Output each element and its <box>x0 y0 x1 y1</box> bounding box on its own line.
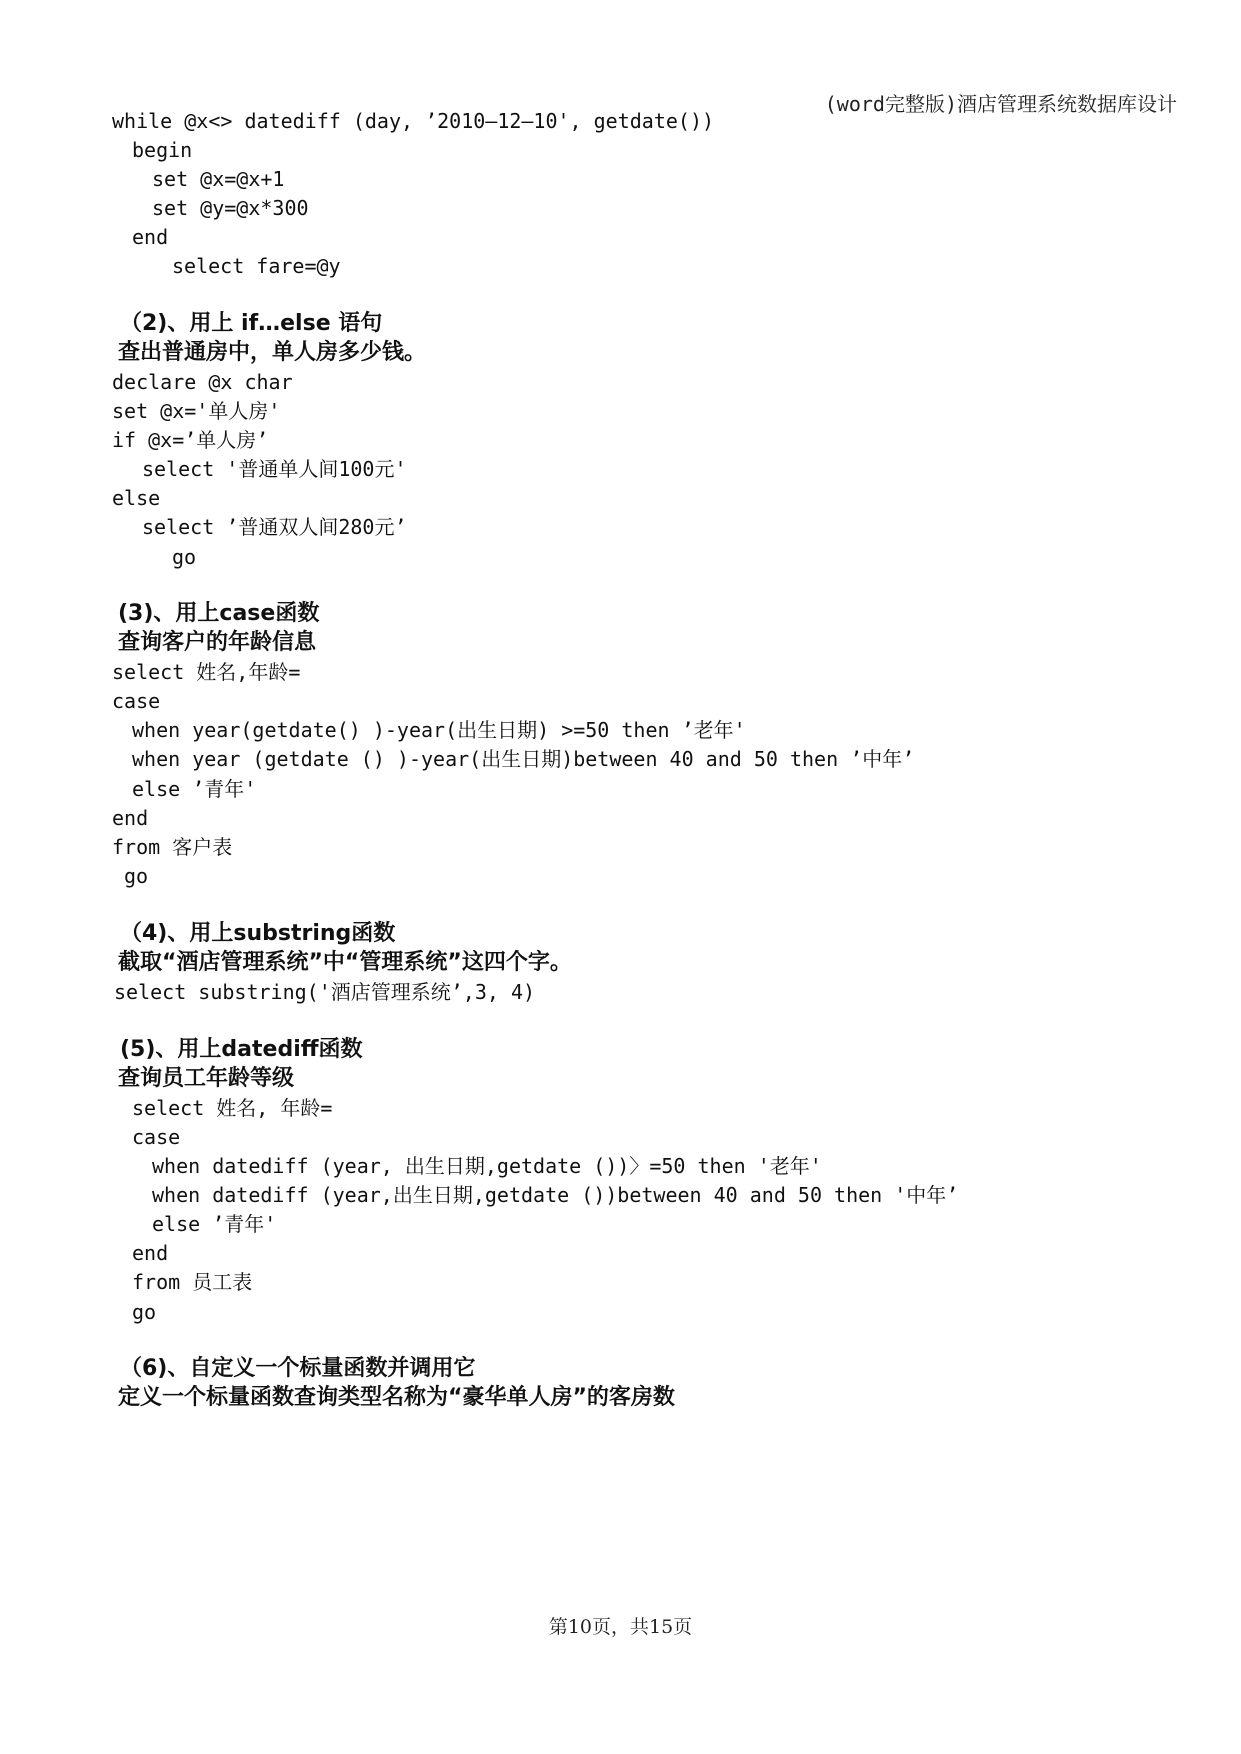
code-line: when year(getdate() )-year(出生日期) >=50 then ’老年' <box>132 718 746 742</box>
section-description: 查询客户的年龄信息 <box>118 630 317 655</box>
code-line: begin <box>132 138 193 162</box>
code-line: select ’普通双人间280元’ <box>142 515 407 539</box>
section-heading: （2)、用上 if…else 语句 <box>120 311 383 336</box>
code-line: select substring('酒店管理系统’,3, 4) <box>114 980 536 1004</box>
code-line: case <box>112 689 161 713</box>
code-line: set @x='单人房' <box>112 399 281 423</box>
code-line: set @y=@x*300 <box>152 196 309 220</box>
code-line: go <box>132 1300 157 1324</box>
code-line: end <box>112 806 149 830</box>
code-line: select 姓名,年龄= <box>112 660 301 684</box>
section-heading: （4)、用上substring函数 <box>120 921 396 946</box>
section-description: 查出普通房中，单人房多少钱。 <box>118 340 427 365</box>
page-footer: 第10页，共15页 <box>548 1616 693 1638</box>
code-line: select 姓名, 年龄= <box>132 1096 333 1120</box>
code-line: when year (getdate () )-year(出生日期)between 40 and 50 then ’中年’ <box>132 747 915 771</box>
section-heading: （6)、自定义一个标量函数并调用它 <box>120 1356 476 1381</box>
code-line: end <box>132 1241 169 1265</box>
code-line: go <box>172 545 197 569</box>
page-header: (word完整版)酒店管理系统数据库设计 <box>824 92 1177 116</box>
code-line: if @x=’单人房’ <box>112 428 269 452</box>
section-heading: (3)、用上case函数 <box>118 601 320 626</box>
section-heading: (5)、用上datediff函数 <box>120 1037 363 1062</box>
section-description: 截取“酒店管理系统”中“管理系统”这四个字。 <box>118 950 572 975</box>
code-line: else <box>112 486 161 510</box>
code-line: case <box>132 1125 181 1149</box>
section-description: 查询员工年龄等级 <box>118 1066 295 1091</box>
code-line: select fare=@y <box>172 254 341 278</box>
code-line: from 客户表 <box>112 835 233 859</box>
code-line: end <box>132 225 169 249</box>
code-line: when datediff (year, 出生日期,getdate ())〉=50 then '老年' <box>152 1154 822 1178</box>
code-line: set @x=@x+1 <box>152 167 285 191</box>
code-line: else ’青年' <box>132 777 257 801</box>
code-line: from 员工表 <box>132 1270 253 1294</box>
code-line: when datediff (year,出生日期,getdate ())between 40 and 50 then '中年’ <box>152 1183 959 1207</box>
code-line: select '普通单人间100元' <box>142 457 407 481</box>
code-line: while @x<> datediff (day, ’2010—12—10', getdate()) <box>112 109 715 133</box>
code-line: go <box>124 864 149 888</box>
section-description: 定义一个标量函数查询类型名称为“豪华单人房”的客房数 <box>118 1385 675 1410</box>
code-line: declare @x char <box>112 370 293 394</box>
code-line: else ’青年' <box>152 1212 277 1236</box>
